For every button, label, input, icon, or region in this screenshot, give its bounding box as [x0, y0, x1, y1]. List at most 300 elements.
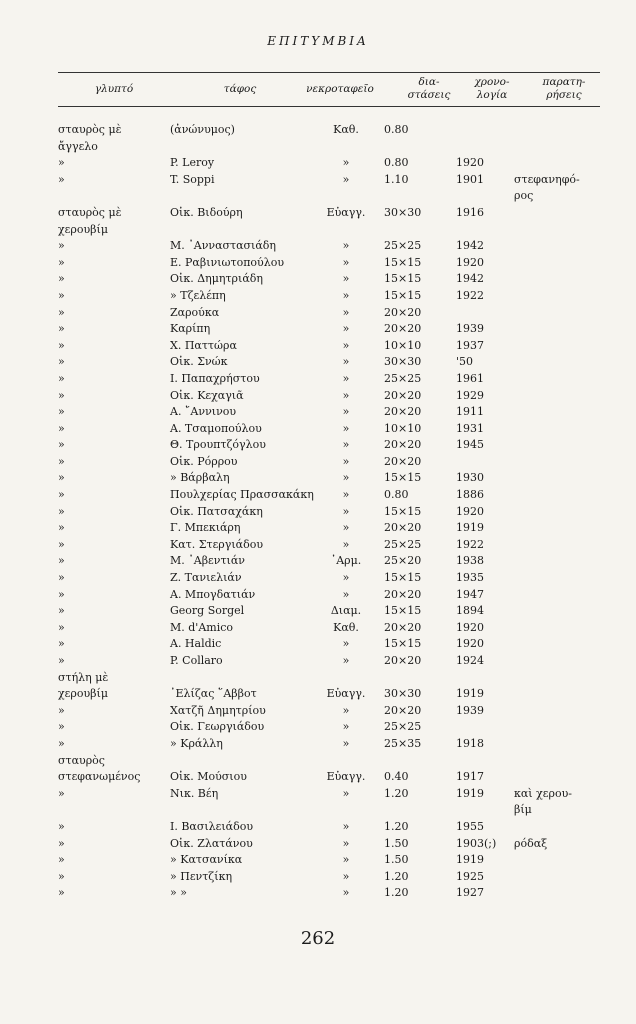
grave-cell: Α. Τσαμοπούλου [170, 421, 262, 435]
year-cell: 1937 [456, 338, 484, 352]
year-cell: 1922 [456, 288, 484, 302]
dimensions-cell: 20×20 [384, 587, 422, 601]
remarks-cell [514, 521, 600, 538]
sculpture-cell: σταυρὸς μὲ [58, 205, 122, 219]
dimensions-cell: 1.50 [384, 836, 409, 850]
grave-cell [170, 754, 314, 771]
dimensions-cell: 15×15 [384, 604, 422, 618]
dimensions-cell: 1.20 [384, 786, 409, 800]
dimensions-cell: 15×15 [384, 571, 422, 585]
grave-cell: A. Haldic [170, 637, 222, 651]
sculpture-cell: » [58, 886, 65, 900]
table-row [58, 637, 600, 654]
dimensions-cell: 20×20 [384, 388, 422, 402]
year-cell: 1903(;) [456, 836, 497, 850]
remarks-cell [514, 720, 600, 737]
sculpture-cell: » [58, 554, 65, 568]
cemetery-cell: » [342, 272, 350, 286]
remarks-cell [514, 471, 600, 488]
dimensions-cell: 20×20 [384, 405, 422, 419]
table-row [58, 787, 600, 804]
sculpture-cell: » [58, 637, 65, 651]
dimensions-cell [378, 223, 456, 240]
cemetery-cell: » [342, 853, 350, 867]
header-dimensions [394, 76, 464, 102]
dimensions-cell: 20×20 [384, 438, 422, 452]
year-cell [456, 720, 514, 737]
sculpture-cell: » [58, 156, 65, 170]
dimensions-cell: 20×20 [384, 620, 422, 634]
year-cell: 1961 [456, 371, 484, 385]
grave-cell: Καρίπη [170, 322, 211, 336]
cemetery-cell: » [342, 869, 350, 883]
dimensions-cell: 15×15 [384, 272, 422, 286]
remarks-cell [514, 853, 600, 870]
header-remarks [528, 76, 600, 102]
year-cell: 1920 [456, 255, 484, 269]
dimensions-cell [378, 803, 456, 820]
table-row [58, 621, 600, 638]
dimensions-cell: 25×25 [384, 537, 422, 551]
table-row [58, 554, 600, 571]
sculpture-cell: » [58, 172, 65, 186]
year-cell [456, 123, 514, 140]
table-row [58, 322, 600, 339]
year-cell: 1947 [456, 587, 484, 601]
cemetery-cell [314, 223, 378, 240]
remarks-cell [514, 339, 600, 356]
table-row [58, 687, 600, 704]
table-row [58, 272, 600, 289]
grave-cell [170, 189, 314, 206]
remarks-cell [514, 621, 600, 638]
grave-cell: P. Leroy [170, 156, 215, 170]
cemetery-cell: » [342, 504, 350, 518]
year-cell: 1955 [456, 819, 484, 833]
header-remarks-line2: ρήσεις [546, 89, 582, 101]
table-row [58, 737, 600, 754]
cemetery-cell: Εὐαγγ. [326, 687, 366, 701]
table-row [58, 521, 600, 538]
sculpture-cell: σταυρὸς [58, 753, 105, 767]
dimensions-cell: 15×15 [384, 471, 422, 485]
year-cell: 1920 [456, 620, 484, 634]
header-sculpture: γλυπτό [94, 83, 134, 95]
grave-cell: Χατζῆ Δημητρίου [170, 703, 266, 717]
sculpture-cell: » [58, 720, 65, 734]
grave-cell [170, 223, 314, 240]
year-cell: 1945 [456, 438, 484, 452]
year-cell: 1939 [456, 703, 484, 717]
dimensions-cell: 20×20 [384, 703, 422, 717]
remarks-cell: ρος [514, 189, 534, 203]
year-cell: 1930 [456, 471, 484, 485]
grave-cell: Οἰκ. Ζλατάνου [170, 836, 253, 850]
remarks-cell [514, 455, 600, 472]
remarks-cell [514, 754, 600, 771]
table-row [58, 754, 600, 771]
cemetery-cell: » [342, 388, 350, 402]
table-row [58, 306, 600, 323]
cemetery-cell: » [342, 587, 350, 601]
dimensions-cell: 25×35 [384, 736, 422, 750]
table-row [58, 422, 600, 439]
dimensions-cell: 1.20 [384, 869, 409, 883]
header-chronology-line1: χρονο- [474, 76, 510, 88]
table-row [58, 140, 600, 157]
sculpture-cell: » [58, 587, 65, 601]
remarks-cell [514, 289, 600, 306]
dimensions-cell: 0.80 [384, 156, 409, 170]
sculpture-cell: » [58, 454, 65, 468]
sculpture-cell [58, 803, 170, 820]
table-row [58, 123, 600, 140]
grave-cell: Ε. Ραβινιωτοπούλου [170, 255, 285, 269]
cemetery-cell: » [342, 172, 350, 186]
table-row [58, 471, 600, 488]
cemetery-cell [314, 754, 378, 771]
grave-cell: Πουλχερίας Πρασσακάκη [170, 488, 314, 502]
year-cell: 1920 [456, 504, 484, 518]
header-dimensions-line1: δια- [418, 76, 440, 88]
remarks-cell [514, 538, 600, 555]
grave-cell: Οἰκ. Πατσαχάκη [170, 504, 263, 518]
dimensions-cell: 1.20 [384, 819, 409, 833]
dimensions-cell: 1.10 [384, 172, 409, 186]
dimensions-cell [378, 671, 456, 688]
dimensions-cell: 25×20 [384, 554, 422, 568]
grave-cell: Χ. Παττώρα [170, 338, 237, 352]
sculpture-cell: » [58, 338, 65, 352]
dimensions-cell: 10×10 [384, 421, 422, 435]
grave-cell: (ἀνώνυμος) [170, 123, 235, 136]
remarks-cell [514, 272, 600, 289]
cemetery-cell: » [342, 637, 350, 651]
grave-cell [170, 140, 314, 157]
remarks-cell [514, 405, 600, 422]
table-row [58, 720, 600, 737]
year-cell: 1886 [456, 488, 484, 502]
header-remarks-line1: παρατη- [542, 76, 586, 88]
year-cell [456, 754, 514, 771]
grave-cell: Οἰκ. Μούσιου [170, 770, 247, 784]
table-row [58, 206, 600, 223]
dimensions-cell: 25×25 [384, 371, 422, 385]
dimensions-cell: 0.40 [384, 770, 409, 784]
cemetery-cell [314, 140, 378, 157]
dimensions-cell: 10×10 [384, 338, 422, 352]
remarks-cell [514, 306, 600, 323]
table-row [58, 505, 600, 522]
year-cell: 1925 [456, 869, 484, 883]
sculpture-cell: ἄγγελο [58, 139, 98, 153]
remarks-cell [514, 870, 600, 887]
year-cell: 1919 [456, 687, 484, 701]
grave-cell: ᾿Ελίζας ῞Αββοτ [170, 687, 257, 701]
dimensions-cell [378, 140, 456, 157]
grave-cell: Ι. Βασιλειάδου [170, 819, 254, 833]
sculpture-cell: » [58, 438, 65, 452]
cemetery-cell: » [342, 654, 350, 667]
sculpture-cell: » [58, 239, 65, 253]
remarks-cell [514, 604, 600, 621]
year-cell: 1942 [456, 239, 484, 253]
cemetery-cell: » [342, 322, 350, 336]
cemetery-cell: ᾿Αρμ. [330, 554, 362, 568]
dimensions-cell: 0.80 [384, 488, 409, 502]
remarks-cell [514, 438, 600, 455]
table-body [58, 123, 600, 903]
dimensions-cell: 30×30 [384, 205, 422, 219]
sculpture-cell: » [58, 405, 65, 419]
grave-cell [170, 671, 314, 688]
cemetery-cell: » [342, 454, 350, 468]
year-cell: 1927 [456, 886, 484, 900]
grave-cell: Οἰκ. Δημητριάδη [170, 272, 263, 286]
year-cell [456, 223, 514, 240]
table-row [58, 770, 600, 787]
table-row [58, 571, 600, 588]
cemetery-cell: Διαμ. [330, 604, 362, 618]
grave-cell [170, 803, 314, 820]
dimensions-cell: 20×20 [384, 305, 422, 319]
sculpture-cell: » [58, 853, 65, 867]
cemetery-cell [314, 189, 378, 206]
table-row [58, 223, 600, 240]
dimensions-cell: 20×20 [384, 654, 422, 667]
year-cell [456, 306, 514, 323]
sculpture-cell: » [58, 703, 65, 717]
grave-cell: Οἰκ. Κεχαγιᾶ [170, 388, 244, 402]
sculpture-cell: » [58, 421, 65, 435]
grave-cell: Νικ. Βέη [170, 786, 219, 800]
cemetery-cell: » [342, 421, 350, 435]
monuments-table [58, 123, 600, 903]
year-cell: 1931 [456, 421, 484, 435]
cemetery-cell: » [342, 255, 350, 269]
sculpture-cell: στήλη μὲ [58, 670, 109, 684]
remarks-cell [514, 239, 600, 256]
header-dimensions-line2: στάσεις [407, 89, 451, 101]
dimensions-cell: 30×30 [384, 687, 422, 701]
dimensions-cell: 1.20 [384, 886, 409, 900]
table-row [58, 704, 600, 721]
cemetery-cell: Καθ. [333, 620, 359, 634]
cemetery-cell: » [342, 571, 350, 585]
grave-cell: Α. Μπογδατιάν [170, 587, 256, 601]
remarks-cell [514, 770, 600, 787]
header-chronology-line2: λογία [476, 89, 508, 101]
dimensions-cell: 20×20 [384, 454, 422, 468]
grave-cell: P. Collaro [170, 654, 223, 667]
table-row [58, 803, 600, 820]
dimensions-cell: 20×20 [384, 521, 422, 535]
grave-cell: » Τζελέπη [170, 288, 226, 302]
grave-cell: M. d'Amico [170, 620, 233, 634]
grave-cell: Μ. ᾿Αβεντιάν [170, 554, 245, 568]
sculpture-cell: » [58, 305, 65, 319]
year-cell [456, 189, 514, 206]
remarks-cell [514, 588, 600, 605]
sculpture-cell: » [58, 620, 65, 634]
table-row [58, 671, 600, 688]
cemetery-cell: » [342, 371, 350, 385]
dimensions-cell: 15×15 [384, 255, 422, 269]
sculpture-cell: » [58, 521, 65, 535]
year-cell: 1938 [456, 554, 484, 568]
dimensions-cell: 30×30 [384, 355, 422, 369]
grave-cell: » Κατσανίκα [170, 853, 243, 867]
remarks-cell [514, 223, 600, 240]
year-cell: 1917 [456, 770, 484, 784]
table-row [58, 372, 600, 389]
table-row [58, 870, 600, 887]
table-row [58, 156, 600, 173]
cemetery-cell: » [342, 786, 350, 800]
sculpture-cell: χερουβίμ [58, 687, 108, 701]
dimensions-cell: 20×20 [384, 322, 422, 336]
grave-cell: Georg Sorgel [170, 604, 245, 618]
page-title: ΕΠΙΤΥΜΒΙΑ [267, 34, 369, 48]
grave-cell: Α. ῎Αννινου [170, 405, 237, 419]
table-row [58, 189, 600, 206]
table-row [58, 588, 600, 605]
sculpture-cell: » [58, 537, 65, 551]
remarks-cell: καὶ χερου- [514, 786, 572, 800]
sculpture-cell: » [58, 571, 65, 585]
year-cell: 1911 [456, 405, 484, 419]
table-row [58, 289, 600, 306]
year-cell: 1919 [456, 786, 484, 800]
remarks-cell [514, 422, 600, 439]
grave-cell: » Κράλλη [170, 736, 223, 750]
sculpture-cell: » [58, 736, 65, 750]
sculpture-cell: » [58, 355, 65, 369]
table-row [58, 837, 600, 854]
sculpture-cell: σταυρὸς μὲ [58, 123, 122, 136]
remarks-cell [514, 737, 600, 754]
dimensions-cell: 1.50 [384, 853, 409, 867]
sculpture-cell: » [58, 786, 65, 800]
table-row [58, 389, 600, 406]
remarks-cell [514, 372, 600, 389]
year-cell: 1919 [456, 521, 484, 535]
dimensions-cell: 15×15 [384, 288, 422, 302]
grave-cell: » Πεντζίκη [170, 869, 233, 883]
dimensions-cell: 15×15 [384, 637, 422, 651]
remarks-cell [514, 671, 600, 688]
grave-cell: Θ. Τρουπτζόγλου [170, 438, 266, 452]
dimensions-cell [378, 754, 456, 771]
cemetery-cell: » [342, 355, 350, 369]
year-cell: 1939 [456, 322, 484, 336]
sculpture-cell: » [58, 255, 65, 269]
table-row [58, 538, 600, 555]
grave-cell: » » [170, 886, 187, 900]
remarks-cell [514, 389, 600, 406]
sculpture-cell: » [58, 654, 65, 667]
cemetery-cell: » [342, 819, 350, 833]
year-cell: 1924 [456, 654, 484, 667]
table-row [58, 239, 600, 256]
sculpture-cell: » [58, 869, 65, 883]
remarks-cell [514, 571, 600, 588]
dimensions-cell [378, 189, 456, 206]
sculpture-cell: » [58, 371, 65, 385]
grave-cell: Γ. Μπεκιάρη [170, 521, 241, 535]
grave-cell: Οἰκ. Γεωργιάδου [170, 720, 265, 734]
sculpture-cell: » [58, 322, 65, 336]
header-chronology [462, 76, 522, 102]
remarks-cell: στεφανηφό- [514, 172, 580, 186]
year-cell: 1918 [456, 736, 484, 750]
cemetery-cell [314, 803, 378, 820]
remarks-cell [514, 123, 600, 140]
table-row [58, 853, 600, 870]
year-cell [456, 455, 514, 472]
sculpture-cell: χερουβίμ [58, 222, 108, 236]
dimensions-cell: 0.80 [384, 123, 409, 136]
sculpture-cell: » [58, 272, 65, 286]
cemetery-cell: » [342, 488, 350, 502]
year-cell: 1901 [456, 172, 484, 186]
cemetery-cell: » [342, 405, 350, 419]
sculpture-cell: » [58, 836, 65, 850]
cemetery-cell: » [342, 836, 350, 850]
year-cell [456, 671, 514, 688]
cemetery-cell: » [342, 886, 350, 900]
remarks-cell [514, 554, 600, 571]
year-cell: 1919 [456, 853, 484, 867]
grave-cell: Ι. Παπαχρήστου [170, 371, 260, 385]
cemetery-cell: » [342, 156, 350, 170]
grave-cell: T. Soppi [170, 172, 215, 186]
sculpture-cell: » [58, 388, 65, 402]
grave-cell: Κατ. Στεργιάδου [170, 537, 264, 551]
table-row [58, 173, 600, 190]
cemetery-cell: Εὐαγγ. [326, 205, 366, 219]
table-row [58, 355, 600, 372]
sculpture-cell [58, 189, 170, 206]
cemetery-cell: » [342, 703, 350, 717]
table-row [58, 339, 600, 356]
remarks-cell [514, 140, 600, 157]
table-row [58, 488, 600, 505]
table-row [58, 886, 600, 903]
header-top-rule [58, 72, 600, 73]
remarks-cell [514, 322, 600, 339]
cemetery-cell: Καθ. [333, 123, 359, 136]
remarks-cell: βίμ [514, 803, 532, 817]
year-cell: 1922 [456, 537, 484, 551]
year-cell [456, 803, 514, 820]
cemetery-cell: Εὐαγγ. [326, 770, 366, 784]
sculpture-cell: » [58, 604, 65, 618]
year-cell: 1929 [456, 388, 484, 402]
header-grave: τάφος [223, 83, 257, 95]
grave-cell: Οἰκ. Ρόρρου [170, 454, 238, 468]
remarks-cell: ρόδαξ [514, 836, 548, 850]
remarks-cell [514, 820, 600, 837]
table-row [58, 455, 600, 472]
table-row [58, 654, 600, 671]
cemetery-cell: » [342, 537, 350, 551]
remarks-cell [514, 355, 600, 372]
dimensions-cell: 15×15 [384, 504, 422, 518]
grave-cell: Οἰκ. Σνώκ [170, 355, 228, 369]
table-row [58, 405, 600, 422]
table-row [58, 438, 600, 455]
